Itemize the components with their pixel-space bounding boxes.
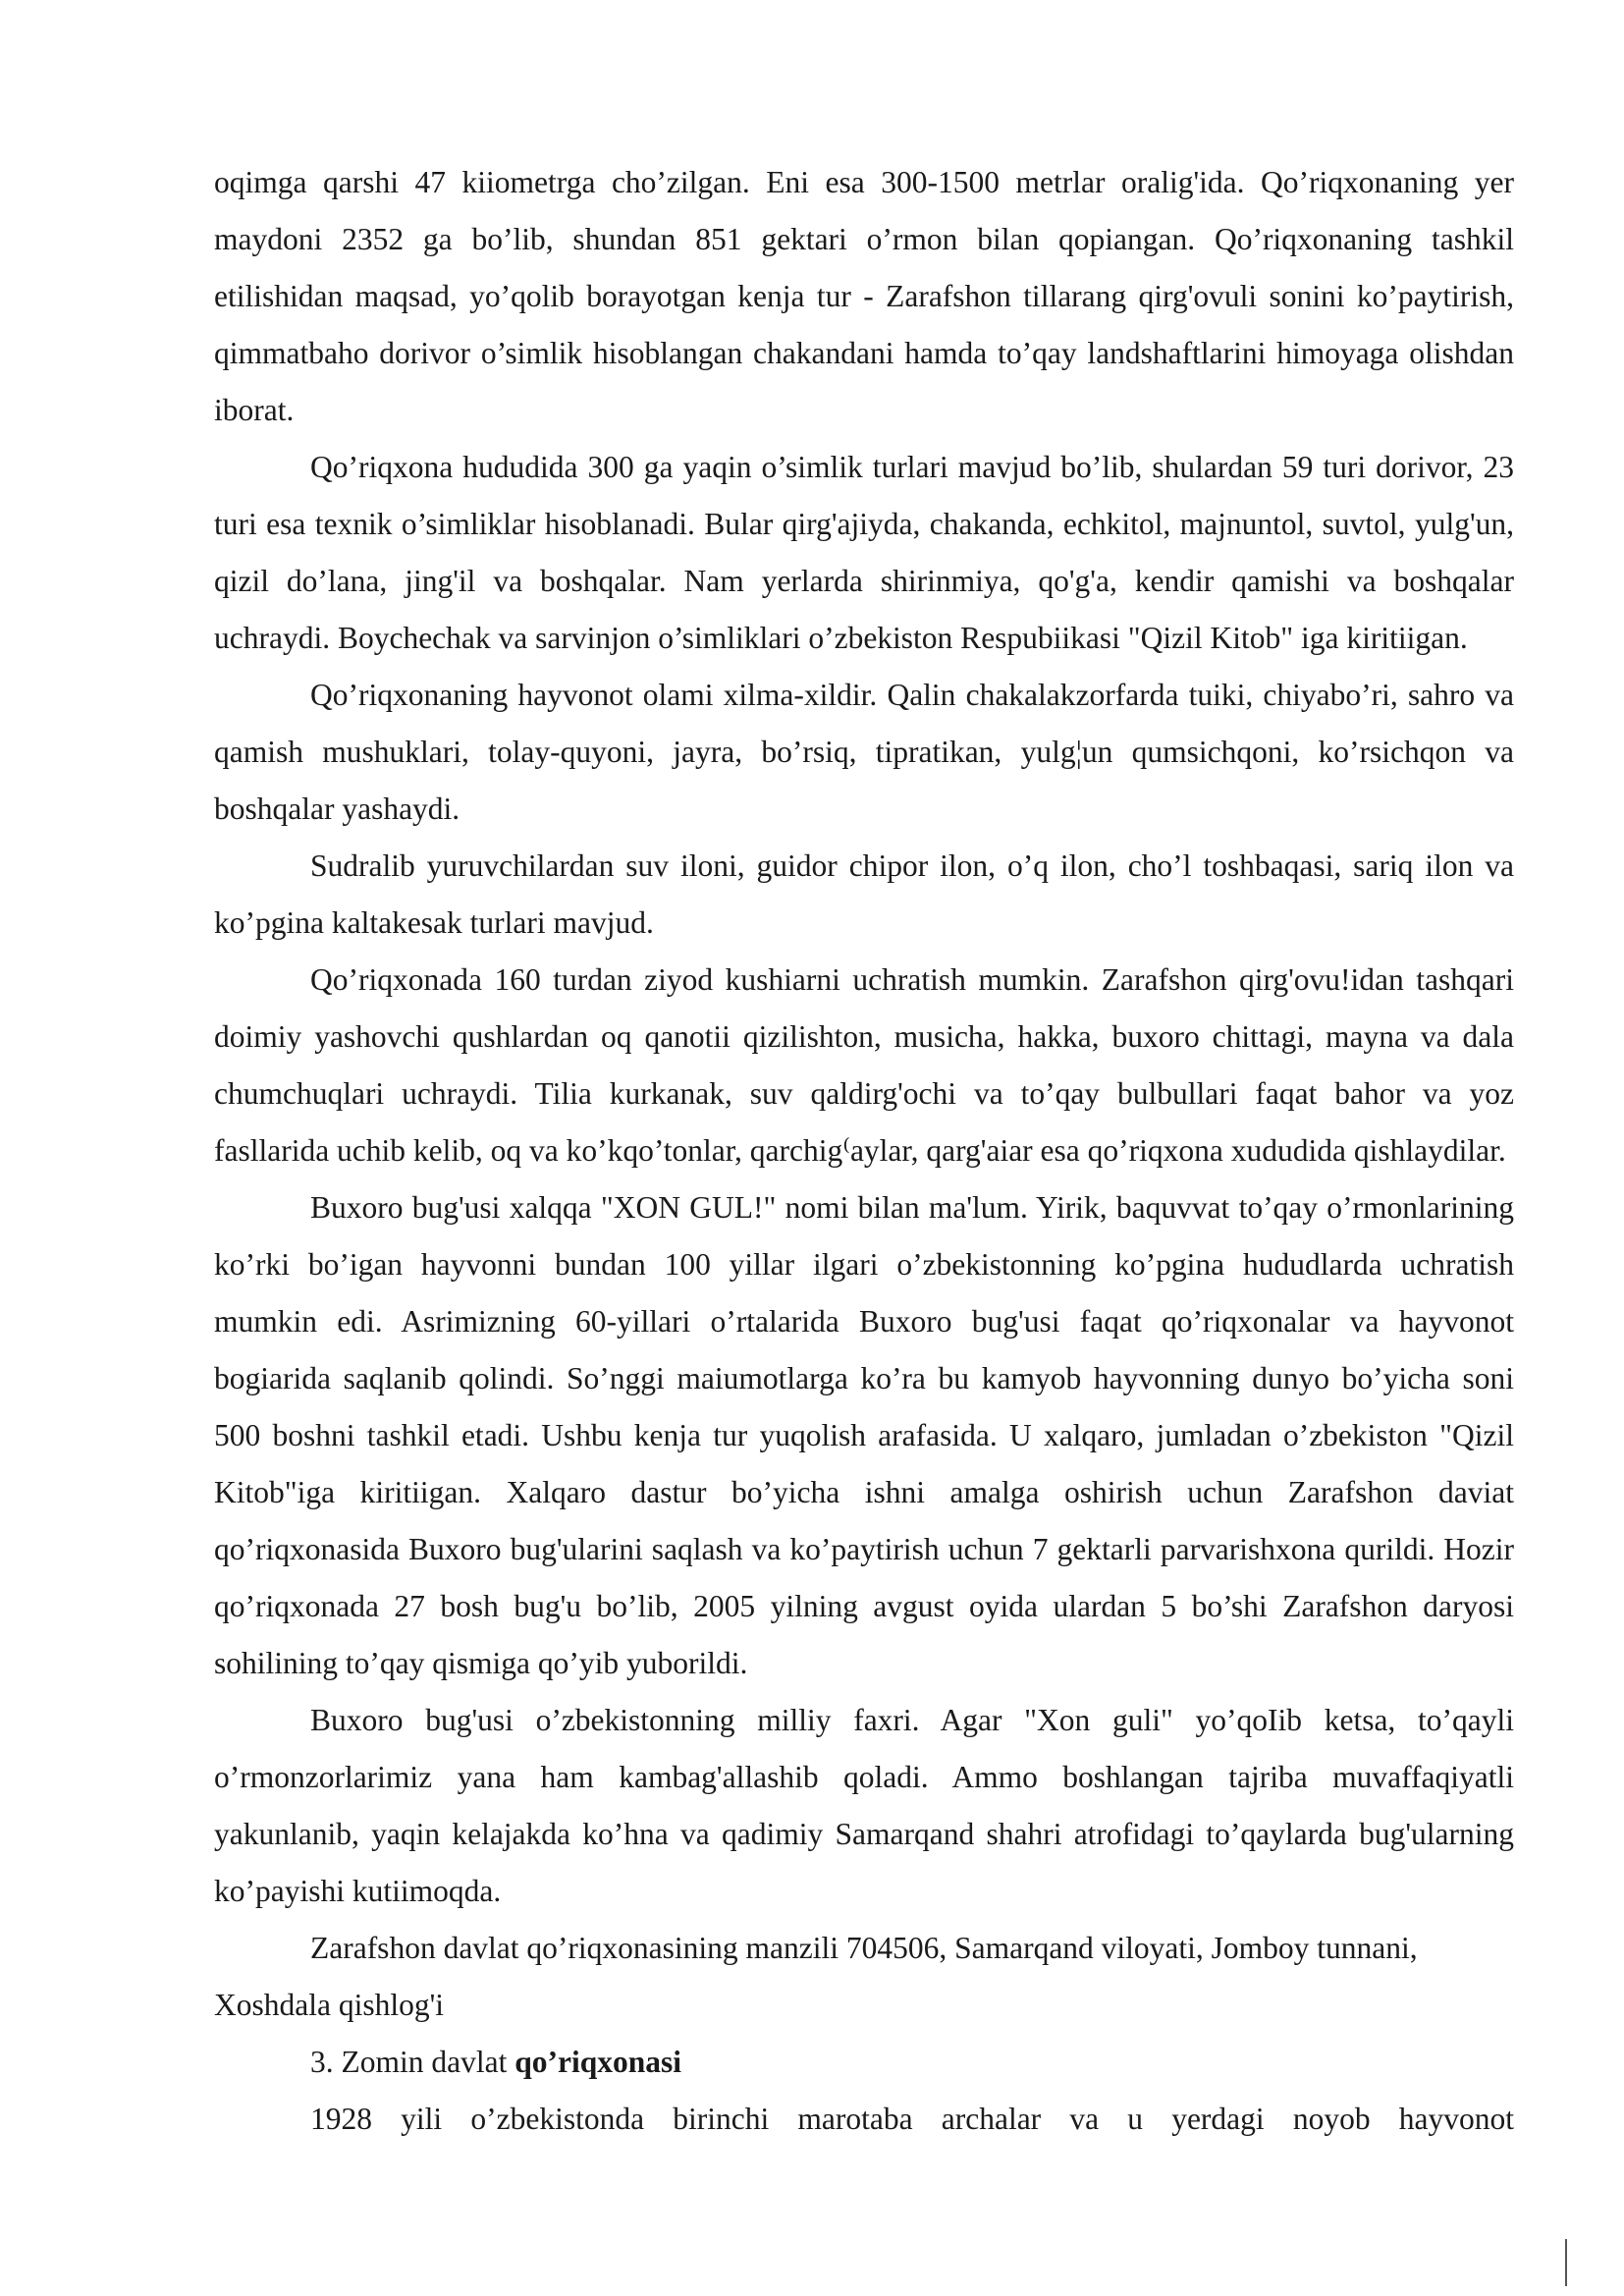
margin-line [1565, 2239, 1567, 2286]
paragraph-2: Qo’riqxona hududida 300 ga yaqin o’simlik turlari mavjud bo’lib, shulardan 59 turi dorivor, 23 turi esa texnik o’simliklar hisoblanadi. Bular qirg'ajiyda, chakanda, echkitol, majnuntol, suvtol, yulg'un, qizil do’lana, jing'il va boshqalar. Nam yerlarda shirinmiya, qo'g'a, kendir qamishi va boshqalar uchraydi. Boychechak va sarvinjon o’simliklari o’zbekiston Respubiikasi "Qizil Kitob" iga kiritiigan. [214, 450, 1514, 655]
paragraph-3: Qo’riqxonaning hayvonot olami xilma-xildir. Qalin chakalakzorfarda tuiki, chiyabo’ri, sahro va qamish mushuklari, tolay-quyoni, jayra, bo’rsiq, tipratikan, yulg¦un qumsichqoni, ko’rsichqon va boshqalar yashaydi. [214, 678, 1514, 826]
paragraph-4: Sudralib yuruvchilardan suv iloni, guidor chipor ilon, o’q ilon, cho’l toshbaqasi, sariq ilon va ko’pgina kaltakesak turlari mavjud. [214, 848, 1514, 940]
paragraph-1: oqimga qarshi 47 kiiometrga cho’zilgan. Eni esa 300-1500 metrlar oralig'ida. Qo’riqxonaning yer maydoni 2352 ga bo’lib, shundan 851 gektari o’rmon bilan qopiangan. Qo’riqxonaning tashkil etilishidan maqsad, yo’qolib borayotgan kenja tur - Zarafshon tillarang qirg'ovuli sonini ko’paytirish, qimmatbaho dorivor o’simlik hisoblangan chakandani hamda to’qay landshaftlarini himoyaga olishdan iborat. [214, 165, 1514, 427]
section-heading-prefix: 3. Zomin davlat [310, 2045, 515, 2079]
section-heading-bold: qo’riqxonasi [514, 2045, 682, 2079]
paragraph-8: Zarafshon davlat qo’riqxonasining manzili 704506, Samarqand viloyati, Jomboy tunnani, Xoshdala qishlog'i [214, 1931, 1418, 2022]
paragraph-last: 1928 yili o’zbekistonda birinchi marotaba archalar va u yerdagi noyob hayvonot [310, 2102, 1514, 2136]
document-page [214, 154, 1514, 2148]
section-heading [214, 2034, 1514, 2091]
paragraph-6: Buxoro bug'usi xalqqa "XON GUL!" nomi bilan ma'lum. Yirik, baquvvat to’qay o’rmonlarining ko’rki bo’igan hayvonni bundan 100 yillar ilgari o’zbekistonning ko’pgina hududlarda uchratish mumkin edi. Asrimizning 60-yillari o’rtalarida Buxoro bug'usi faqat qo’riqxonalar va hayvonot bogiarida saqlanib qolindi. So’nggi maiumotlarga ko’ra bu kamyob hayvonning dunyo bo’yicha soni 500 boshni tashkil etadi. Ushbu kenja tur yuqolish arafasida. U xalqaro, jumladan o’zbekiston "Qizil Kitob"iga kiritiigan. Xalqaro dastur bo’yicha ishni amalga oshirish uchun Zarafshon daviat qo’riqxonasida Buxoro bug'ularini saqlash va ko’paytirish uchun 7 gektarli parvarishxona qurildi. Hozir qo’riqxonada 27 bosh bug'u bo’lib, 2005 yilning avgust oyida ulardan 5 bo’shi Zarafshon daryosi sohilining to’qay qismiga qo’yib yuborildi. [214, 1190, 1514, 1680]
paragraph-5: Qo’riqxonada 160 turdan ziyod kushiarni uchratish mumkin. Zarafshon qirg'ovu!idan tashqari doimiy yashovchi qushlardan oq qanotii qizilishton, musicha, hakka, buxoro chittagi, mayna va dala chumchuqlari uchraydi. Tilia kurkanak, suv qaldirg'ochi va to’qay bulbullari faqat bahor va yoz fasllarida uchib kelib, oq va ko’kqo’tonlar, qarchig⁽aylar, qarg'aiar esa qo’riqxona xududida qishlaydilar. [214, 962, 1514, 1168]
paragraph-7: Buxoro bug'usi o’zbekistonning milliy faxri. Agar "Xon guli" yo’qoIib ketsa, to’qayli o’rmonzorlarimiz yana ham kambag'allashib qoladi. Ammo boshlangan tajriba muvaffaqiyatli yakunlanib, yaqin kelajakda ko’hna va qadimiy Samarqand shahri atrofidagi to’qaylarda bug'ularning ko’payishi kutiimoqda. [214, 1703, 1514, 1908]
